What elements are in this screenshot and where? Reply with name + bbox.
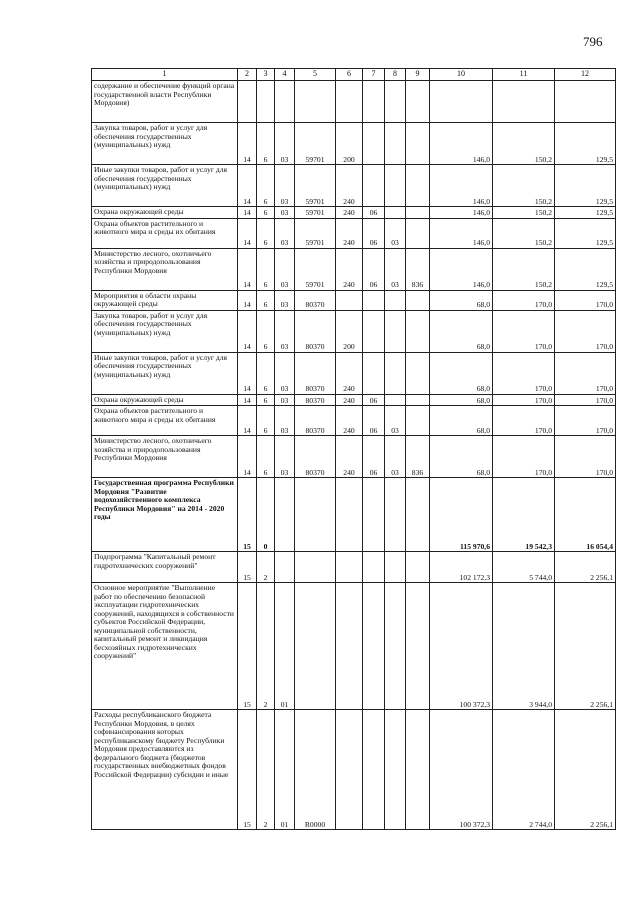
code-cell: [406, 165, 430, 207]
code-cell: [406, 406, 430, 436]
code-cell: 2: [257, 710, 275, 830]
amount-cell: 150,2: [493, 207, 555, 219]
code-cell: 240: [336, 218, 363, 248]
amount-cell: 19 542,3: [493, 478, 555, 552]
code-cell: 14: [238, 406, 257, 436]
code-cell: 14: [238, 207, 257, 219]
code-cell: 80370: [295, 436, 336, 478]
table-row: [92, 207, 616, 219]
code-cell: 59701: [295, 207, 336, 219]
code-cell: 14: [238, 394, 257, 406]
table-row: [92, 710, 616, 830]
code-cell: 03: [275, 165, 295, 207]
code-cell: 240: [336, 394, 363, 406]
column-header: 1: [92, 69, 238, 81]
row-name: Закупка товаров, работ и услуг для обеспечения государственных (муниципальных) нужд: [92, 123, 238, 165]
amount-cell: 150,2: [493, 165, 555, 207]
code-cell: [385, 394, 406, 406]
code-cell: 01: [275, 583, 295, 710]
code-cell: [406, 552, 430, 583]
code-cell: 03: [275, 123, 295, 165]
code-cell: 240: [336, 207, 363, 219]
amount-cell: 2 744,0: [493, 710, 555, 830]
amount-cell: 2 256,1: [555, 552, 616, 583]
code-cell: 01: [275, 710, 295, 830]
code-cell: [363, 352, 385, 394]
code-cell: 14: [238, 218, 257, 248]
code-cell: 14: [238, 123, 257, 165]
code-cell: 2: [257, 583, 275, 710]
amount-cell: 170,0: [493, 436, 555, 478]
amount-cell: 150,2: [493, 123, 555, 165]
table-row: [92, 583, 616, 710]
code-cell: 03: [385, 248, 406, 290]
amount-cell: 2 256,1: [555, 710, 616, 830]
amount-cell: 170,0: [555, 394, 616, 406]
column-header: 6: [336, 69, 363, 81]
code-cell: [363, 123, 385, 165]
code-cell: [295, 478, 336, 552]
code-cell: [275, 552, 295, 583]
code-cell: [295, 583, 336, 710]
code-cell: [295, 81, 336, 123]
amount-cell: 68,0: [430, 436, 493, 478]
code-cell: 80370: [295, 310, 336, 352]
code-cell: [385, 478, 406, 552]
code-cell: [257, 81, 275, 123]
code-cell: 240: [336, 165, 363, 207]
amount-cell: 68,0: [430, 310, 493, 352]
code-cell: 06: [363, 406, 385, 436]
code-cell: 6: [257, 406, 275, 436]
amount-cell: 100 372,3: [430, 583, 493, 710]
code-cell: 15: [238, 478, 257, 552]
code-cell: [385, 352, 406, 394]
code-cell: 6: [257, 123, 275, 165]
row-name: Иные закупки товаров, работ и услуг для обеспечения государственных (муниципальных) нужд: [92, 352, 238, 394]
table-row: [92, 406, 616, 436]
table-header-row: [92, 69, 616, 81]
code-cell: 15: [238, 552, 257, 583]
table-row: [92, 436, 616, 478]
row-name: Мероприятия в области охраны окружающей среды: [92, 290, 238, 310]
code-cell: 03: [275, 290, 295, 310]
code-cell: 80370: [295, 406, 336, 436]
column-header: 8: [385, 69, 406, 81]
row-name: Иные закупки товаров, работ и услуг для обеспечения государственных (муниципальных) нужд: [92, 165, 238, 207]
amount-cell: 170,0: [555, 406, 616, 436]
row-name: Основное мероприятие "Выполнение работ по обеспечению безопасной эксплуатации гидротехнических сооружений, находящихся в собственности субъектов Российской Федерации, муниципальной собственности, капитальный ремонт и ликвидация бесхозяйных гидротехнических сооружений": [92, 583, 238, 710]
code-cell: 836: [406, 436, 430, 478]
amount-cell: 146,0: [430, 165, 493, 207]
amount-cell: 129,5: [555, 165, 616, 207]
code-cell: [385, 710, 406, 830]
table-row: [92, 310, 616, 352]
code-cell: 03: [275, 394, 295, 406]
code-cell: [406, 583, 430, 710]
table-row: [92, 218, 616, 248]
code-cell: [295, 552, 336, 583]
code-cell: 2: [257, 552, 275, 583]
amount-cell: 129,5: [555, 248, 616, 290]
amount-cell: 68,0: [430, 352, 493, 394]
code-cell: 6: [257, 310, 275, 352]
code-cell: 6: [257, 436, 275, 478]
code-cell: [385, 81, 406, 123]
amount-cell: 170,0: [493, 290, 555, 310]
amount-cell: 68,0: [430, 394, 493, 406]
code-cell: [363, 165, 385, 207]
code-cell: [336, 290, 363, 310]
code-cell: 03: [385, 436, 406, 478]
code-cell: 240: [336, 352, 363, 394]
amount-cell: 115 970,6: [430, 478, 493, 552]
code-cell: [336, 81, 363, 123]
amount-cell: 146,0: [430, 248, 493, 290]
amount-cell: 5 744,0: [493, 552, 555, 583]
code-cell: 6: [257, 394, 275, 406]
code-cell: 6: [257, 248, 275, 290]
amount-cell: 150,2: [493, 248, 555, 290]
column-header: 12: [555, 69, 616, 81]
code-cell: 06: [363, 218, 385, 248]
code-cell: 240: [336, 248, 363, 290]
code-cell: 15: [238, 710, 257, 830]
row-name: Охрана объектов растительного и животного мира и среды их обитания: [92, 218, 238, 248]
code-cell: 14: [238, 436, 257, 478]
row-name: Расходы республиканского бюджета Республики Мордовия, в целях софинансирования которых республиканскому бюджету Республики Мордовия предоставляются из федерального бюджета (бюджетов государственных внебюджетных фондов Российской Федерации) субсидии и иные: [92, 710, 238, 830]
amount-cell: 68,0: [430, 290, 493, 310]
amount-cell: 170,0: [555, 352, 616, 394]
row-name: Закупка товаров, работ и услуг для обеспечения государственных (муниципальных) нужд: [92, 310, 238, 352]
code-cell: [385, 552, 406, 583]
amount-cell: 170,0: [493, 310, 555, 352]
code-cell: 14: [238, 248, 257, 290]
column-header: 9: [406, 69, 430, 81]
code-cell: [406, 352, 430, 394]
code-cell: [363, 710, 385, 830]
code-cell: 06: [363, 436, 385, 478]
code-cell: 03: [275, 310, 295, 352]
amount-cell: 170,0: [555, 290, 616, 310]
code-cell: [275, 81, 295, 123]
amount-cell: 129,5: [555, 207, 616, 219]
code-cell: [336, 552, 363, 583]
amount-cell: 129,5: [555, 123, 616, 165]
code-cell: [238, 81, 257, 123]
table-row: [92, 248, 616, 290]
code-cell: 80370: [295, 394, 336, 406]
code-cell: [385, 165, 406, 207]
code-cell: 6: [257, 218, 275, 248]
code-cell: 14: [238, 165, 257, 207]
code-cell: 80370: [295, 290, 336, 310]
amount-cell: 170,0: [555, 436, 616, 478]
code-cell: 6: [257, 290, 275, 310]
column-header: 10: [430, 69, 493, 81]
code-cell: [406, 207, 430, 219]
column-header: 3: [257, 69, 275, 81]
amount-cell: 68,0: [430, 406, 493, 436]
code-cell: 03: [275, 436, 295, 478]
amount-cell: 129,5: [555, 218, 616, 248]
code-cell: 0: [257, 478, 275, 552]
code-cell: [363, 478, 385, 552]
table-row: [92, 478, 616, 552]
code-cell: [406, 394, 430, 406]
code-cell: [385, 583, 406, 710]
table-body: [92, 81, 616, 830]
amount-cell: 2 256,1: [555, 583, 616, 710]
code-cell: [385, 123, 406, 165]
row-name: Министерство лесного, охотничьего хозяйства и природопользования Республики Мордовия: [92, 436, 238, 478]
code-cell: 80370: [295, 352, 336, 394]
column-header: 7: [363, 69, 385, 81]
code-cell: 15: [238, 583, 257, 710]
page-number: 796: [583, 34, 603, 49]
code-cell: [363, 552, 385, 583]
code-cell: 03: [385, 406, 406, 436]
code-cell: [385, 290, 406, 310]
amount-cell: 146,0: [430, 123, 493, 165]
code-cell: 06: [363, 207, 385, 219]
code-cell: R0000: [295, 710, 336, 830]
amount-cell: 16 054,4: [555, 478, 616, 552]
column-header: 5: [295, 69, 336, 81]
table-row: [92, 290, 616, 310]
amount-cell: 170,0: [493, 394, 555, 406]
amount-cell: [430, 81, 493, 123]
code-cell: [275, 478, 295, 552]
code-cell: [363, 81, 385, 123]
row-name: Государственная программа Республики Мордовия "Развитие водохозяйственного комплекса Республики Мордовия" на 2014 - 2020 годы: [92, 478, 238, 552]
amount-cell: 3 944,0: [493, 583, 555, 710]
code-cell: 200: [336, 123, 363, 165]
code-cell: [406, 123, 430, 165]
code-cell: [406, 310, 430, 352]
amount-cell: [493, 81, 555, 123]
table-row: [92, 81, 616, 123]
code-cell: 200: [336, 310, 363, 352]
column-header: 4: [275, 69, 295, 81]
code-cell: 240: [336, 406, 363, 436]
code-cell: [336, 710, 363, 830]
table-row: [92, 394, 616, 406]
budget-table: [91, 68, 616, 830]
amount-cell: 150,2: [493, 218, 555, 248]
table-row: [92, 123, 616, 165]
code-cell: 240: [336, 436, 363, 478]
code-cell: 6: [257, 165, 275, 207]
code-cell: 59701: [295, 248, 336, 290]
amount-cell: 170,0: [493, 406, 555, 436]
code-cell: [385, 207, 406, 219]
code-cell: [406, 218, 430, 248]
amount-cell: [555, 81, 616, 123]
code-cell: [363, 310, 385, 352]
code-cell: 03: [275, 406, 295, 436]
amount-cell: 100 372,3: [430, 710, 493, 830]
amount-cell: 146,0: [430, 207, 493, 219]
table-row: [92, 352, 616, 394]
code-cell: [406, 81, 430, 123]
code-cell: [406, 290, 430, 310]
code-cell: 03: [275, 248, 295, 290]
code-cell: [336, 583, 363, 710]
code-cell: [363, 290, 385, 310]
column-header: 11: [493, 69, 555, 81]
code-cell: 6: [257, 352, 275, 394]
code-cell: 06: [363, 394, 385, 406]
code-cell: 836: [406, 248, 430, 290]
code-cell: [406, 710, 430, 830]
amount-cell: 146,0: [430, 218, 493, 248]
code-cell: 59701: [295, 218, 336, 248]
amount-cell: 170,0: [493, 352, 555, 394]
code-cell: 03: [275, 218, 295, 248]
code-cell: [336, 478, 363, 552]
code-cell: 14: [238, 352, 257, 394]
code-cell: [406, 478, 430, 552]
amount-cell: 102 172,3: [430, 552, 493, 583]
code-cell: 6: [257, 207, 275, 219]
row-name: Охрана окружающей среды: [92, 394, 238, 406]
code-cell: 03: [275, 207, 295, 219]
row-name: Подпрограмма "Капитальный ремонт гидротехнических сооружений": [92, 552, 238, 583]
code-cell: 03: [275, 352, 295, 394]
code-cell: 03: [385, 218, 406, 248]
row-name: Министерство лесного, охотничьего хозяйства и природопользования Республики Мордовия: [92, 248, 238, 290]
code-cell: [385, 310, 406, 352]
column-header: 2: [238, 69, 257, 81]
code-cell: [363, 583, 385, 710]
code-cell: 59701: [295, 123, 336, 165]
table-row: [92, 552, 616, 583]
row-name: Охрана окружающей среды: [92, 207, 238, 219]
code-cell: 59701: [295, 165, 336, 207]
amount-cell: 170,0: [555, 310, 616, 352]
row-name: Охрана объектов растительного и животного мира и среды их обитания: [92, 406, 238, 436]
table-row: [92, 165, 616, 207]
code-cell: 14: [238, 310, 257, 352]
code-cell: 06: [363, 248, 385, 290]
row-name: содержание и обеспечение функций органа государственной власти Республики Мордовия): [92, 81, 238, 123]
code-cell: 14: [238, 290, 257, 310]
